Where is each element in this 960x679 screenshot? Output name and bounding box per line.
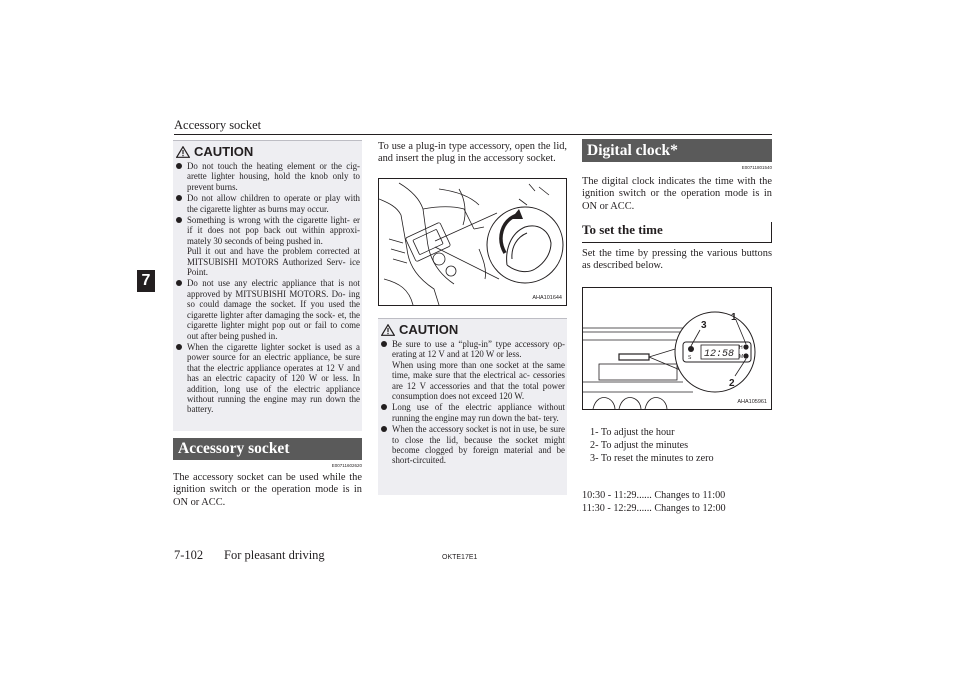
button-label-h: H — [739, 345, 743, 351]
section-title-accessory: Accessory socket — [173, 438, 362, 460]
warning-triangle-icon — [381, 324, 395, 336]
section-title-digital-clock: Digital clock* — [582, 139, 772, 162]
display-time: 12:58 — [704, 349, 735, 360]
list-item: Long use of the electric appliance without running the engine may run down the bat- tery. — [381, 402, 565, 423]
clock-illustration — [583, 288, 771, 409]
list-item: Do not allow children to operate or play with the cigarette lighter as burns may occur. — [176, 193, 360, 214]
section-code-clock: E00711801540 — [741, 165, 772, 170]
caution-list — [381, 339, 565, 466]
warning-triangle-icon — [176, 146, 190, 158]
digital-clock-figure — [582, 287, 772, 410]
accessory-body: The accessory socket can be used while the ignition switch or the operation mode is in ON or ACC. — [173, 472, 362, 508]
time-change-row: 11:30 - 12:29...... Changes to 12:00 — [582, 503, 726, 514]
list-item: Do not touch the heating element or the cig- arette lighter housing, hold the knob only to prevent burns. — [176, 161, 360, 192]
bullet-icon — [381, 426, 387, 432]
list-item: Be sure to use a “plug-in” type accessory op- erating at 12 V and at 120 W or less. When using more than one socket at the same time, make sure that the electrical ac- cessories are 12 V accessories and that the total power consumption does not exceed 120 W. — [381, 339, 565, 401]
caution-heading — [381, 322, 565, 337]
legend-item: 1- To adjust the hour — [590, 427, 675, 438]
legend-item: 3- To reset the minutes to zero — [590, 453, 714, 464]
button-label-s: S — [688, 355, 692, 361]
plug-in-intro: To use a plug-in type accessory, open the lid, and insert the plug in the accessory socket. — [378, 141, 567, 165]
subheading-set-time: To set the time — [582, 222, 772, 243]
list-item: When the cigarette lighter socket is used as a power source for an electric appliance, be sure that the electric appliance operates at 12 V and has an electric capacity of 120 W or less. In addition, long use of the electric appliance without running the engine may run down the battery. — [176, 342, 360, 415]
bullet-icon — [176, 344, 182, 350]
bullet-icon — [176, 280, 182, 286]
list-item: When the accessory socket is not in use, be sure to close the lid, because the socket might become clogged by foreign material and be short-circuited. — [381, 424, 565, 466]
legend-item: 2- To adjust the minutes — [590, 440, 689, 451]
time-change-row: 10:30 - 11:29...... Changes to 11:00 — [582, 490, 726, 501]
list-item: Something is wrong with the cigarette light- er if it does not pop back out within approxi- mately 30 seconds of being pushed in. Pull it out and have the problem corrected at MITSUBISHI MOTORS Authorized Serv- ice Point. — [176, 215, 360, 277]
running-header: Accessory socket — [174, 118, 262, 132]
page-number: 7-102 — [174, 548, 204, 562]
set-time-instructions: Set the time by pressing the various buttons as described below. — [582, 248, 772, 272]
button-label-m: M — [739, 354, 744, 360]
callout-2: 2 — [729, 378, 735, 389]
list-item: Do not use any electric appliance that is not approved by MITSUBISHI MOTORS. Do- ing so could damage the socket. If you used the cigarette lighter after damaging the sock- et, the cigarette lighter might pop out or fail to come out after being pushed in. — [176, 278, 360, 340]
bullet-icon — [381, 341, 387, 347]
figure-code: AHA105961 — [737, 399, 767, 405]
caution-list — [176, 161, 360, 415]
section-code-accessory: E00711602620 — [331, 463, 362, 468]
callout-1: 1 — [731, 312, 737, 323]
bullet-icon — [176, 217, 182, 223]
callout-3: 3 — [701, 320, 707, 331]
caution-box-left — [173, 140, 362, 431]
bullet-icon — [176, 195, 182, 201]
socket-illustration — [379, 179, 566, 305]
clock-body: The digital clock indicates the time with the ignition switch or the operation mode is in ON or ACC. — [582, 176, 772, 212]
caution-box-middle — [378, 318, 567, 495]
caution-label: CAUTION — [399, 322, 459, 337]
header-rule — [174, 134, 772, 135]
bullet-icon — [381, 404, 387, 410]
document-code: OKTE17E1 — [442, 554, 478, 561]
figure-code: AHA101644 — [532, 295, 562, 301]
footer-section-title: For pleasant driving — [224, 548, 325, 562]
chapter-tab: 7 — [137, 270, 155, 292]
bullet-icon — [176, 163, 182, 169]
caution-heading — [176, 144, 360, 159]
accessory-socket-figure — [378, 178, 567, 306]
caution-label: CAUTION — [194, 144, 254, 159]
